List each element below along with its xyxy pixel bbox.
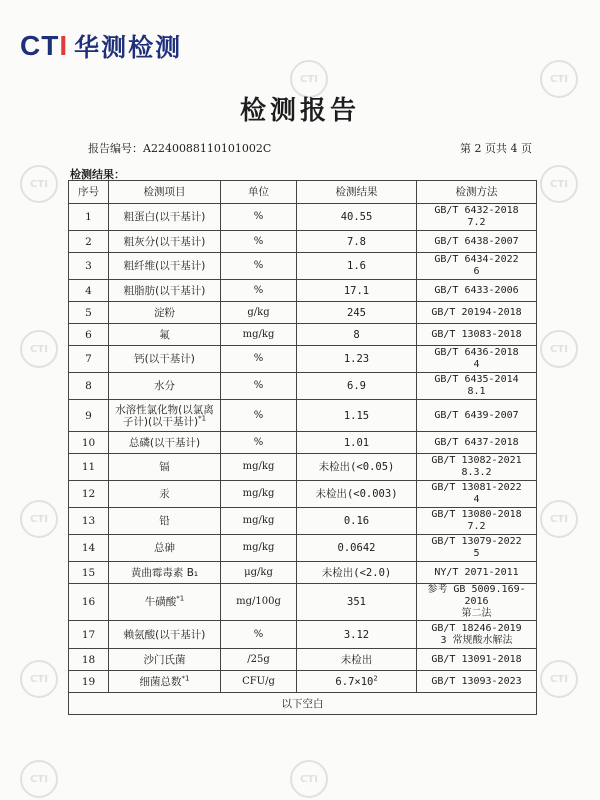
table-row xyxy=(69,204,537,231)
results-table xyxy=(68,180,537,715)
cell-unit: % xyxy=(221,280,297,302)
logo-brand-mark: CTI xyxy=(20,30,69,61)
blank-below-note: 以下空白 xyxy=(69,693,537,715)
cell-result: 6.9 xyxy=(297,373,417,400)
method-line: 6 xyxy=(473,266,480,277)
cell-result: 1.15 xyxy=(297,400,417,432)
cell-result: 17.1 xyxy=(297,280,417,302)
cell-method xyxy=(417,454,537,481)
cell-no: 4 xyxy=(69,280,109,302)
cell-method xyxy=(417,508,537,535)
table-footer-row xyxy=(69,693,537,715)
cell-result: 3.12 xyxy=(297,621,417,649)
method-line: GB/T 6435-2014 xyxy=(434,374,519,385)
cell-method xyxy=(417,302,537,324)
cell-unit: mg/kg xyxy=(221,535,297,562)
cell-result: 未检出 xyxy=(297,649,417,671)
method-line: 7.2 xyxy=(467,521,486,532)
table-header-row xyxy=(69,181,537,204)
logo-company-name: 华测检测 xyxy=(74,33,183,62)
cell-result: 未检出(<0.05) xyxy=(297,454,417,481)
cell-unit: % xyxy=(221,231,297,253)
cell-no: 15 xyxy=(69,562,109,584)
table-row xyxy=(69,535,537,562)
watermark-stamp: CTI xyxy=(20,500,58,538)
watermark-stamp: CTI xyxy=(20,330,58,368)
method-line: 4 xyxy=(473,494,480,505)
cell-no: 13 xyxy=(69,508,109,535)
results-label: 检测结果： xyxy=(70,168,125,181)
cell-result: 未检出(<0.003) xyxy=(297,481,417,508)
cell-no: 5 xyxy=(69,302,109,324)
cell-method xyxy=(417,373,537,400)
cell-item: 铅 xyxy=(109,508,221,535)
report-number: 报告编号：A2240088110101002C xyxy=(88,142,272,155)
cell-result: $6.7\times 10^2$ xyxy=(297,671,417,693)
cell-result: 245 xyxy=(297,302,417,324)
cell-unit: g/kg xyxy=(221,302,297,324)
cell-unit: mg/kg xyxy=(221,454,297,481)
item-footnote-mark: *1 xyxy=(176,594,185,603)
method-line: GB/T 13093-2023 xyxy=(431,675,522,687)
table-row xyxy=(69,324,537,346)
cell-method xyxy=(417,584,537,621)
cell-item: 水分 xyxy=(109,373,221,400)
table-row xyxy=(69,400,537,432)
cell-result: 351 xyxy=(297,584,417,621)
cell-method xyxy=(417,280,537,302)
method-line: 7.2 xyxy=(467,217,486,228)
method-line: GB/T 13080-2018 xyxy=(431,509,522,520)
cell-item: 粗纤维(以干基计) xyxy=(109,253,221,280)
method-line: GB/T 13082-2021 xyxy=(431,455,522,466)
cell-unit: % xyxy=(221,400,297,432)
watermark-stamp: CTI xyxy=(290,60,328,98)
watermark-stamp: CTI xyxy=(540,660,578,698)
cell-result: 未检出(<2.0) xyxy=(297,562,417,584)
cell-unit: CFU/g xyxy=(221,671,297,693)
table-row xyxy=(69,280,537,302)
cell-item: 淀粉 xyxy=(109,302,221,324)
table-row xyxy=(69,508,537,535)
cell-unit: mg/kg xyxy=(221,324,297,346)
table-row xyxy=(69,562,537,584)
method-line: GB/T 18246-2019 xyxy=(431,622,522,634)
table-row xyxy=(69,231,537,253)
cell-method xyxy=(417,621,537,649)
cell-method xyxy=(417,432,537,454)
method-line: 5 xyxy=(473,548,480,559)
method-line: 3 常规酸水解法 xyxy=(440,634,513,646)
cell-item: 牛磺酸$^{*1}$ xyxy=(109,584,221,621)
cell-item: 沙门氏菌 xyxy=(109,649,221,671)
cell-item: 细菌总数$^{*1}$ xyxy=(109,671,221,693)
table-row xyxy=(69,253,537,280)
cell-unit: % xyxy=(221,621,297,649)
watermark-stamp: CTI xyxy=(290,760,328,798)
cell-item: 总砷 xyxy=(109,535,221,562)
company-logo xyxy=(20,28,182,64)
cell-no: 10 xyxy=(69,432,109,454)
method-line: GB/T 6438-2007 xyxy=(434,235,519,247)
method-line: GB/T 6433-2006 xyxy=(434,284,519,296)
cell-item: 氟 xyxy=(109,324,221,346)
cell-result: 0.0642 xyxy=(297,535,417,562)
cell-result: 0.16 xyxy=(297,508,417,535)
header-result: 检测结果 xyxy=(297,181,417,204)
cell-no: 16 xyxy=(69,584,109,621)
table-row xyxy=(69,481,537,508)
watermark-stamp: CTI xyxy=(540,330,578,368)
cell-unit: mg/kg xyxy=(221,508,297,535)
cell-method xyxy=(417,535,537,562)
cell-item: 水溶性氯化物(以氯离子计)(以干基计)$^{*1}$ xyxy=(109,400,221,432)
cell-method xyxy=(417,649,537,671)
watermark-stamp: CTI xyxy=(540,165,578,203)
cell-item: 总磷(以干基计) xyxy=(109,432,221,454)
method-line: 8.1 xyxy=(467,386,486,397)
item-footnote-mark: *1 xyxy=(181,674,190,682)
cell-method xyxy=(417,346,537,373)
method-line: GB/T 6439-2007 xyxy=(434,409,519,421)
cell-item: 粗灰分(以干基计) xyxy=(109,231,221,253)
header-unit: 单位 xyxy=(221,181,297,204)
method-line: GB/T 6432-2018 xyxy=(434,205,519,216)
cell-unit: % xyxy=(221,432,297,454)
cell-no: 14 xyxy=(69,535,109,562)
cell-method xyxy=(417,481,537,508)
cell-no: 12 xyxy=(69,481,109,508)
table-row xyxy=(69,649,537,671)
table-row xyxy=(69,454,537,481)
table-row xyxy=(69,346,537,373)
method-line: NY/T 2071-2011 xyxy=(434,566,519,578)
cell-unit: mg/100g xyxy=(221,584,297,621)
cell-method xyxy=(417,204,537,231)
cell-no: 17 xyxy=(69,621,109,649)
watermark-stamp: CTI xyxy=(20,660,58,698)
method-line: GB/T 6434-2022 xyxy=(434,254,519,265)
result-exponent: 2 xyxy=(373,674,378,682)
cell-no: 2 xyxy=(69,231,109,253)
cell-item: 钙(以干基计) xyxy=(109,346,221,373)
header-method: 检测方法 xyxy=(417,181,537,204)
page-indicator: 第 2 页共 4 页 xyxy=(460,142,532,155)
method-line: GB/T 13091-2018 xyxy=(431,653,522,665)
method-line: GB/T 13081-2022 xyxy=(431,482,522,493)
cell-unit: % xyxy=(221,204,297,231)
table-row xyxy=(69,373,537,400)
cell-no: 6 xyxy=(69,324,109,346)
method-line: 第二法 xyxy=(461,608,492,619)
table-row xyxy=(69,432,537,454)
cell-result: 1.01 xyxy=(297,432,417,454)
watermark-stamp: CTI xyxy=(20,760,58,798)
cell-item: 粗脂肪(以干基计) xyxy=(109,280,221,302)
cell-no: 11 xyxy=(69,454,109,481)
method-line: GB/T 6436-2018 xyxy=(434,347,519,358)
cell-method xyxy=(417,671,537,693)
cell-no: 3 xyxy=(69,253,109,280)
cell-item: 黄曲霉毒素 B₁ xyxy=(109,562,221,584)
method-line: GB/T 6437-2018 xyxy=(434,436,519,448)
method-line: 2016 xyxy=(464,596,489,607)
method-line: 参考 GB 5009.169- xyxy=(427,584,526,595)
cell-item: 粗蛋白(以干基计) xyxy=(109,204,221,231)
cell-no: 9 xyxy=(69,400,109,432)
cell-item: 汞 xyxy=(109,481,221,508)
cell-method xyxy=(417,324,537,346)
watermark-stamp: CTI xyxy=(540,60,578,98)
table-row xyxy=(69,621,537,649)
method-line: 8.3.2 xyxy=(461,467,492,478)
cell-no: 19 xyxy=(69,671,109,693)
method-line: GB/T 13083-2018 xyxy=(431,328,522,340)
cell-unit: μg/kg xyxy=(221,562,297,584)
cell-item: 赖氨酸(以干基计) xyxy=(109,621,221,649)
cell-unit: % xyxy=(221,346,297,373)
item-footnote-mark: *1 xyxy=(198,414,207,422)
cell-method xyxy=(417,400,537,432)
header-item: 检测项目 xyxy=(109,181,221,204)
cell-result: 1.23 xyxy=(297,346,417,373)
cell-no: 7 xyxy=(69,346,109,373)
cell-result: 40.55 xyxy=(297,204,417,231)
cell-unit: % xyxy=(221,253,297,280)
cell-method xyxy=(417,562,537,584)
cell-item: 镉 xyxy=(109,454,221,481)
cell-unit: /25g xyxy=(221,649,297,671)
header-no: 序号 xyxy=(69,181,109,204)
cell-no: 1 xyxy=(69,204,109,231)
watermark-stamp: CTI xyxy=(540,500,578,538)
cell-no: 8 xyxy=(69,373,109,400)
method-line: GB/T 20194-2018 xyxy=(431,306,522,318)
watermark-stamp: CTI xyxy=(20,165,58,203)
table-row xyxy=(69,584,537,621)
cell-result: 7.8 xyxy=(297,231,417,253)
cell-result: 1.6 xyxy=(297,253,417,280)
cell-unit: % xyxy=(221,373,297,400)
cell-result: 8 xyxy=(297,324,417,346)
page-title: 检测报告 xyxy=(239,96,360,126)
method-line: 4 xyxy=(473,359,480,370)
table-row xyxy=(69,671,537,693)
cell-method xyxy=(417,253,537,280)
cell-method xyxy=(417,231,537,253)
method-line: GB/T 13079-2022 xyxy=(431,536,522,547)
cell-no: 18 xyxy=(69,649,109,671)
table-row xyxy=(69,302,537,324)
cell-unit: mg/kg xyxy=(221,481,297,508)
